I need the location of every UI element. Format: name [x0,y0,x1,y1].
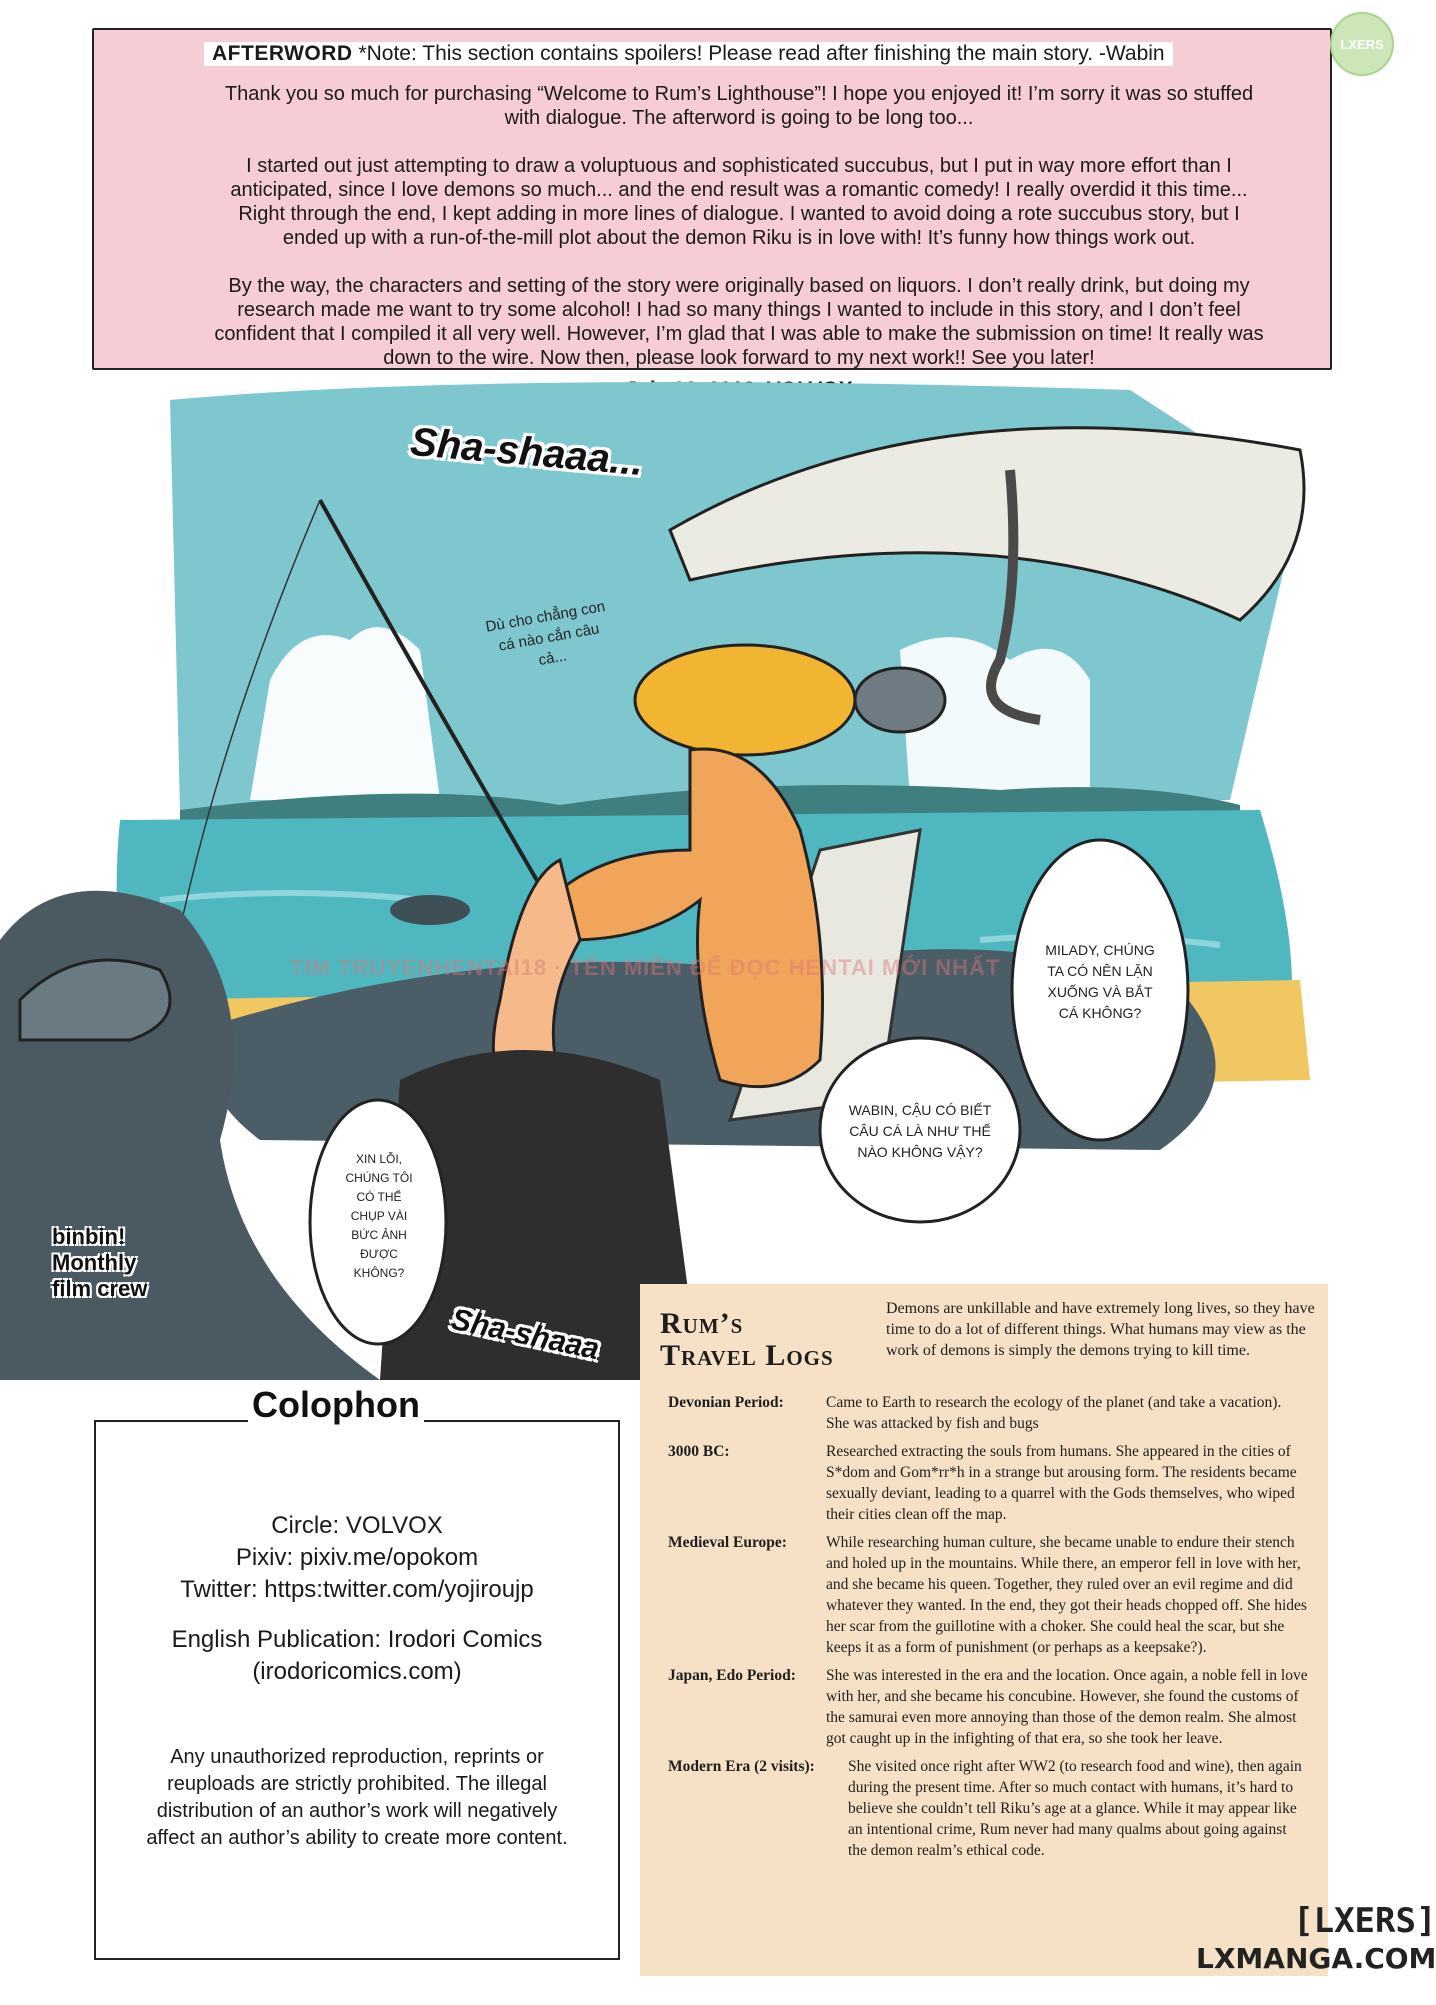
sea-rock [390,895,470,925]
travel-logs-entries [668,1392,1308,1868]
entry-label: 3000 BC: [668,1443,730,1460]
travel-log-entry [668,1756,1308,1861]
wabin-creature [855,668,945,732]
sound-effect-top: Sha-shaaa... [408,419,645,485]
entry-label: Medieval Europe: [668,1534,787,1551]
travel-log-entry [668,1392,1308,1434]
travel-logs-title [660,1308,834,1372]
lxers-logo: LXERS [1330,12,1394,76]
travel-logs-title-line: Rum’s [660,1307,744,1340]
lxmanga-brand [1196,1902,1436,1978]
film-crew-label [52,1224,147,1302]
film-crew-line: Monthly [52,1250,137,1275]
brand-line1: [LXERS] [1293,1901,1436,1941]
travel-log-entry [668,1532,1308,1658]
afterword-box [92,28,1332,370]
entry-text: She visited once right after WW2 (to research food and wine), then again during the present time. After so much contact with humans, it’s hard to believe she couldn’t tell Riku’s age at a glance. While it may appear like an intentional crime, Rum never had many qualms about going against the demon realm’s ethical code. [848,1758,1302,1859]
afterword-note: *Note: This section contains spoilers! Please read after finishing the main story. -Wabin [358,42,1165,65]
colophon-credits [96,1510,618,1688]
colophon-title: Colophon [248,1384,424,1426]
afterword-title: AFTERWORD [212,42,353,65]
entry-text: Researched extracting the souls from humans. She appeared in the cities of S*dom and Gom*rr*h in a strange but arousing form. The residents became sexually deviant, leading to a quarrel with the Gods themselves, who wiped their cities clean off the map. [826,1443,1297,1523]
film-crew-line: binbin! [52,1224,126,1249]
travel-log-entry [668,1665,1308,1749]
afterword-paragraph: I started out just attempting to draw a voluptuous and sophisticated succubus, but I put in way more effort than I anticipated, since I love demons so much... and the end result was a romantic comedy! I really overdid it this time... Right through the end, I kept adding in more lines of dialogue. I wanted to avoid doing a rote succubus story, but I ended up with a run-of-the-mill plot about the demon Riku is in love with! It’s funny how things work out. [230,155,1248,249]
bubble-text-rum: Dù cho chẳng con cá nào cắn câu cả... [484,597,607,670]
afterword-paragraph: Thank you so much for purchasing “Welcome to Rum’s Lighthouse”! I hope you enjoyed it! I’m sorry it was so stuffed with dialogue. The afterword is going to be long too... [224,83,1254,129]
entry-text: Came to Earth to research the ecology of the planet (and take a vacation). She was attacked by fish and bugs [826,1394,1282,1432]
colophon-notice: Any unauthorized reproduction, reprints or reuploads are strictly prohibited. The illegal distribution of an author’s work will negatively affect an author’s ability to create more content. [146,1746,568,1849]
bubble-text-crew: XIN LỖI, CHÚNG TÔI CÓ THỂ CHỤP VÀI BỨC ẢNH ĐƯỢC KHÔNG? [345,1152,413,1280]
afterword-paragraph: By the way, the characters and setting of the story were originally based on liquors. I don’t really drink, but doing my research made me want to try some alcohol! I had so many things I wanted to include in this story, and I don’t feel confident that I compiled it all very well. However, I’m glad that I was able to make the submission on time! It really was down to the wire. Now then, please look forward to my next work!! See you later! [214,275,1264,369]
entry-text: She was interested in the era and the location. Once again, a noble fell in love with her, and she became his concubine. However, she found the customs of the samurai even more annoying than those of the demon realm. She almost got caught up in the infighting of that era, so she took her leave. [826,1667,1308,1747]
colophon-box [94,1420,620,1960]
entry-label: Devonian Period: [668,1394,784,1411]
colophon-publication-url: (irodoricomics.com) [252,1658,462,1685]
colophon-circle: Circle: VOLVOX [271,1512,443,1539]
colophon-twitter: Twitter: https:twitter.com/yojiroujp [180,1576,534,1603]
film-crew-line: film crew [52,1276,148,1301]
afterword-body [214,82,1264,402]
travel-logs-panel [640,1284,1328,1976]
sun-hat [635,645,855,755]
watermark: TIM TRUYENHENTAI18 · TÊN MIỀN ĐỂ ĐỌC HENTAI MỚI NHẤT [290,955,1001,980]
travel-logs-title-line: Travel Logs [660,1339,834,1372]
afterword-header [204,42,1173,66]
entry-label: Japan, Edo Period: [668,1667,796,1684]
travel-log-entry [668,1441,1308,1525]
entry-text: While researching human culture, she became unable to endure their stench and holed up in the mountains. While there, an emperor fell in love with her, and she became his queen. Together, they ruled over an evil regime and did whatever they wanted. In the end, they got their heads chopped off. She hides her scar from the guillotine with a choker. She could heal the scar, but she keeps it as a form of punishment (or perhaps as a keepsake?). [826,1534,1307,1656]
travel-logs-intro: Demons are unkillable and have extremely long lives, so they have time to do a lot of different things. What humans may view as the work of demons is simply the demons trying to kill time. [886,1300,1315,1359]
fishing-illustration [0,380,1408,1380]
colophon-pixiv: Pixiv: pixiv.me/opokom [235,1544,479,1571]
bubble-text-rum2: WABIN, CẬU CÓ BIẾT CÂU CÁ LÀ NHƯ THẾ NÀO KHÔNG VẬY? [848,1102,992,1160]
entry-label: Modern Era (2 visits): [668,1758,815,1775]
colophon-publication: English Publication: Irodori Comics [171,1626,543,1653]
sound-effect-bottom: Sha-shaaa [448,1302,602,1367]
brand-line2: LXMANGA.COM [1196,1942,1436,1975]
bubble-text-wabin: MILADY, CHÚNG TA CÓ NÊN LẶN XUỐNG VÀ BẮT CÁ KHÔNG? [1045,942,1155,1021]
